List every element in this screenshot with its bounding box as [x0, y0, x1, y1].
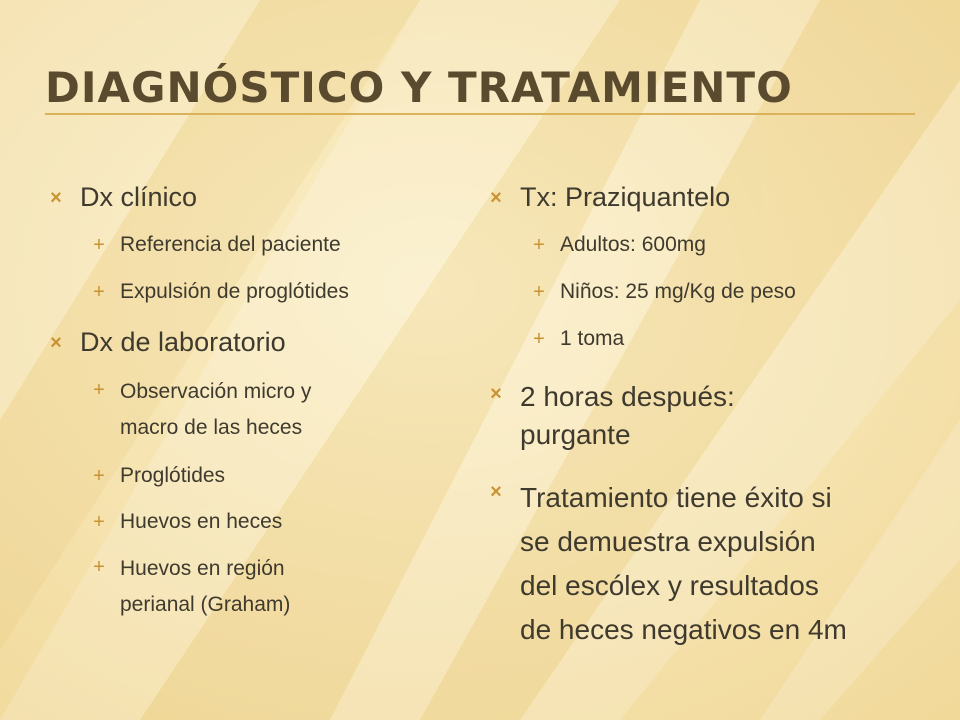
bullet-text: 2 horas después:: [520, 381, 735, 412]
bullet-text: Tx: Praziquantelo: [520, 182, 731, 212]
bullet-text: Expulsión de proglótides: [120, 280, 349, 303]
x-bullet-icon: ×: [50, 332, 62, 354]
bullet-text: purgante: [520, 419, 631, 450]
x-bullet-icon: ×: [490, 383, 502, 405]
bullet-text: Niños: 25 mg/Kg de peso: [560, 280, 796, 303]
bullet-text: Huevos en heces: [120, 510, 283, 533]
bullet-text: macro de las heces: [120, 416, 303, 439]
bullet-text: Dx clínico: [80, 182, 198, 212]
plus-bullet-icon: +: [93, 511, 105, 533]
x-bullet-icon: ×: [490, 481, 502, 503]
bullet-text: Adultos: 600mg: [560, 233, 706, 256]
bullet-text: Huevos en región: [120, 557, 285, 580]
bullet-text: se demuestra expulsión: [520, 526, 816, 557]
x-bullet-icon: ×: [490, 187, 502, 209]
plus-bullet-icon: +: [533, 281, 545, 303]
title-divider: [45, 113, 915, 115]
bullet-text: Tratamiento tiene éxito si: [520, 482, 832, 513]
bullet-text: Proglótides: [120, 464, 226, 487]
bullet-text: 1 toma: [560, 327, 625, 350]
plus-bullet-icon: +: [93, 465, 105, 487]
plus-bullet-icon: +: [93, 379, 105, 401]
slide-title: DIAGNÓSTICO Y TRATAMIENTO: [45, 63, 793, 112]
bullet-text: Observación micro y: [120, 380, 312, 403]
bullet-text: de heces negativos en 4m: [520, 614, 847, 645]
plus-bullet-icon: +: [533, 234, 545, 256]
plus-bullet-icon: +: [93, 234, 105, 256]
x-bullet-icon: ×: [50, 187, 62, 209]
bullet-text: Dx de laboratorio: [80, 327, 286, 357]
bullet-text: Referencia del paciente: [120, 233, 341, 256]
bullet-text: del escólex y resultados: [520, 570, 819, 601]
plus-bullet-icon: +: [533, 328, 545, 350]
plus-bullet-icon: +: [93, 281, 105, 303]
plus-bullet-icon: +: [93, 556, 105, 578]
bullet-text: perianal (Graham): [120, 593, 291, 616]
